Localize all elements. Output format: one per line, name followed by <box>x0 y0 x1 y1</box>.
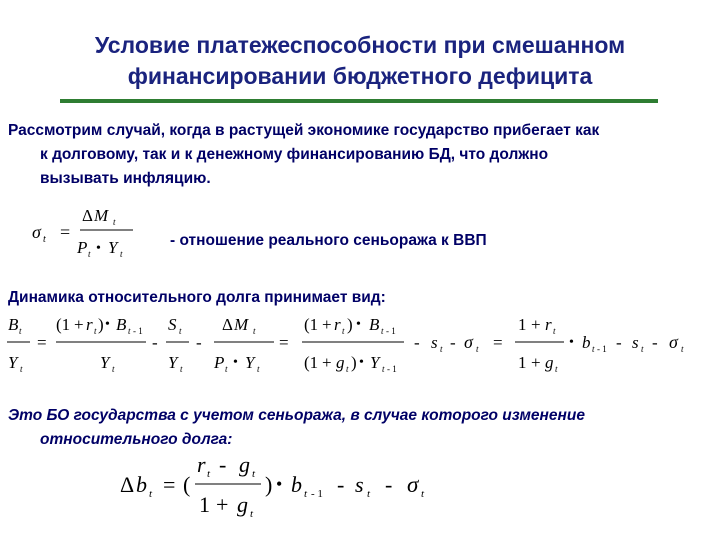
svg-text:-: - <box>152 333 158 352</box>
svg-text:t: t <box>179 326 182 336</box>
svg-text:Y: Y <box>8 353 18 372</box>
svg-text:t: t <box>120 249 123 259</box>
intro-line-3: вызывать инфляцию. <box>40 170 211 187</box>
svg-text:Y: Y <box>245 353 255 372</box>
svg-text:•: • <box>105 317 110 332</box>
svg-text:P: P <box>77 238 88 257</box>
title-line-2: финансировании бюджетного дефицита <box>127 63 593 89</box>
svg-text:(1: (1 <box>304 353 319 372</box>
svg-text:B: B <box>8 315 19 334</box>
svg-text:t: t <box>225 364 228 374</box>
dynamics-heading: Динамика относительного долга принимает вид: <box>8 289 386 306</box>
svg-text:+: + <box>322 315 332 334</box>
svg-text:σ: σ <box>669 332 678 352</box>
svg-text:M: M <box>234 315 249 334</box>
svg-text:-: - <box>337 472 345 497</box>
svg-text:-: - <box>414 333 420 352</box>
conclusion-line-2: относительного долга: <box>40 431 233 448</box>
svg-text:t: t <box>257 364 260 374</box>
svg-text:): ) <box>265 472 273 497</box>
svg-text:t: t <box>253 326 256 336</box>
svg-text:1: 1 <box>199 492 210 517</box>
svg-text:+: + <box>531 353 541 372</box>
svg-text:g: g <box>545 353 554 372</box>
svg-text:=: = <box>60 222 71 242</box>
svg-text:•: • <box>356 317 361 332</box>
svg-text:t: t <box>94 326 97 336</box>
svg-text:- 1: - 1 <box>311 488 323 500</box>
svg-text:=: = <box>493 333 503 352</box>
svg-text:σ: σ <box>407 472 419 497</box>
svg-text:1: 1 <box>518 353 527 372</box>
svg-text:t: t <box>252 468 256 480</box>
svg-text:S: S <box>168 315 177 334</box>
svg-text:t: t <box>112 364 115 374</box>
svg-text:t: t <box>113 217 116 227</box>
intro-line-2: к долговому, так и к денежному финансированию БД, что должно <box>40 146 549 163</box>
svg-text:s: s <box>355 472 364 497</box>
svg-text:- 1: - 1 <box>386 326 396 336</box>
svg-text:t: t <box>43 234 46 245</box>
svg-text:Y: Y <box>370 353 380 372</box>
svg-text:): ) <box>351 353 357 372</box>
svg-text:(1: (1 <box>56 315 71 334</box>
svg-text:t: t <box>20 364 23 374</box>
svg-text:Y: Y <box>168 353 178 372</box>
svg-text:t: t <box>342 326 345 336</box>
svg-text:g: g <box>336 353 345 372</box>
svg-text:=: = <box>163 472 176 497</box>
svg-text:s: s <box>632 333 639 352</box>
intro-line-1: Рассмотрим случай, когда в растущей экономике государство прибегает как <box>8 122 600 139</box>
svg-text:t: t <box>382 364 385 374</box>
svg-text:t: t <box>476 344 479 354</box>
svg-text:+: + <box>531 315 541 334</box>
svg-text:t: t <box>128 326 131 336</box>
svg-text:•: • <box>233 355 238 370</box>
svg-text:-: - <box>652 333 658 352</box>
svg-text:+: + <box>216 492 229 517</box>
svg-text:r: r <box>86 315 93 334</box>
page-title <box>40 30 680 92</box>
svg-text:+: + <box>74 315 84 334</box>
svg-text:t: t <box>367 488 371 500</box>
svg-text:•: • <box>359 355 364 370</box>
svg-text:•: • <box>96 241 101 256</box>
svg-text:-: - <box>450 333 456 352</box>
svg-text:Δ: Δ <box>120 472 135 497</box>
svg-text:Y: Y <box>100 353 110 372</box>
svg-text:-: - <box>196 333 202 352</box>
title-line-1: Условие платежеспособности при смешанном <box>94 32 626 58</box>
svg-text:): ) <box>98 315 104 334</box>
svg-text:t: t <box>19 326 22 336</box>
svg-text:t: t <box>553 326 556 336</box>
svg-text:t: t <box>207 468 211 480</box>
svg-text:): ) <box>347 315 353 334</box>
svg-text:σ: σ <box>32 222 41 242</box>
svg-text:t: t <box>304 488 308 500</box>
svg-text:g: g <box>239 452 250 477</box>
svg-text:t: t <box>641 344 644 354</box>
svg-text:t: t <box>381 326 384 336</box>
svg-text:t: t <box>346 364 349 374</box>
intro-paragraph <box>8 119 708 191</box>
svg-text:B: B <box>116 315 127 334</box>
svg-text:g: g <box>237 492 248 517</box>
svg-text:•: • <box>276 474 283 494</box>
svg-text:t: t <box>88 249 91 259</box>
svg-text:t: t <box>681 344 684 354</box>
debt-dynamics-formula <box>4 308 716 384</box>
svg-text:Y: Y <box>108 238 118 257</box>
svg-text:M: M <box>94 206 109 225</box>
svg-text:P: P <box>214 353 225 372</box>
svg-text:s: s <box>431 333 438 352</box>
svg-text:•: • <box>569 335 574 350</box>
svg-text:(: ( <box>183 472 191 497</box>
svg-text:t: t <box>250 508 254 520</box>
svg-text:-: - <box>219 452 227 477</box>
svg-text:t: t <box>440 344 443 354</box>
svg-text:- 1: - 1 <box>387 364 397 374</box>
conclusion-line-1: Это БО государства с учетом сеньоража, в случае которого изменение <box>8 407 585 424</box>
svg-text:1: 1 <box>518 315 527 334</box>
seigniorage-ratio-formula <box>30 200 160 262</box>
svg-text:(1: (1 <box>304 315 319 334</box>
svg-text:=: = <box>279 333 289 352</box>
svg-text:B: B <box>369 315 380 334</box>
svg-text:b: b <box>136 472 147 497</box>
svg-text:t: t <box>555 364 558 374</box>
svg-text:t: t <box>421 488 425 500</box>
svg-text:r: r <box>197 452 206 477</box>
svg-text:Δ: Δ <box>82 206 93 225</box>
svg-text:r: r <box>545 315 552 334</box>
svg-text:+: + <box>322 353 332 372</box>
svg-text:σ: σ <box>464 332 473 352</box>
title-divider <box>60 99 658 103</box>
svg-text:b: b <box>582 333 591 352</box>
formula1-description: - отношение реального сеньоража к ВВП <box>170 232 487 249</box>
svg-text:=: = <box>37 333 47 352</box>
svg-text:Δ: Δ <box>222 315 233 334</box>
svg-text:-: - <box>616 333 622 352</box>
svg-text:- 1: - 1 <box>133 326 143 336</box>
svg-text:- 1: - 1 <box>597 344 607 354</box>
conclusion-paragraph <box>8 404 708 452</box>
svg-text:t: t <box>180 364 183 374</box>
svg-text:-: - <box>385 472 393 497</box>
svg-text:r: r <box>334 315 341 334</box>
svg-text:t: t <box>149 488 153 500</box>
svg-text:t: t <box>592 344 595 354</box>
debt-change-formula <box>115 448 575 524</box>
svg-text:b: b <box>291 472 302 497</box>
